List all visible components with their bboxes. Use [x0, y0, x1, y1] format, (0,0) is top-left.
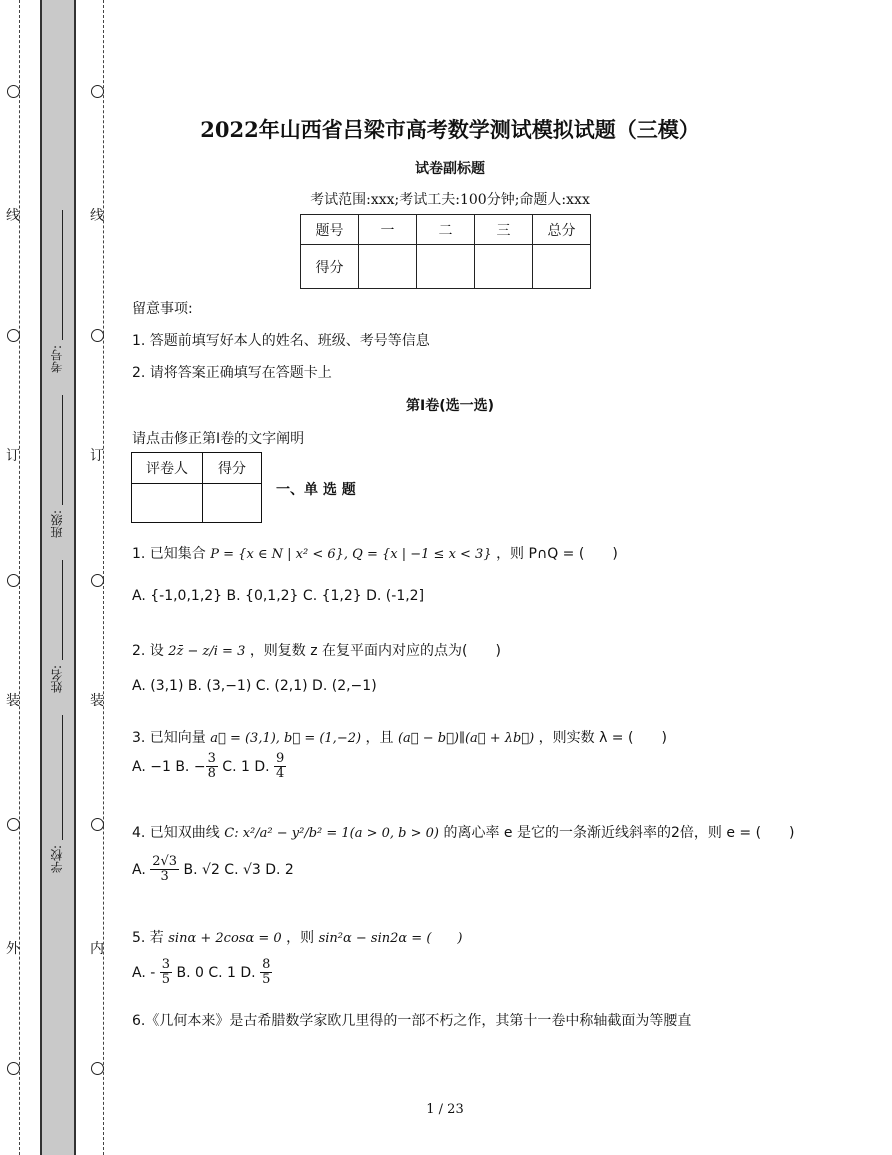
question-4-options — [132, 855, 294, 885]
question-5-prefix: 5. 若 — [132, 930, 164, 946]
score-header-cell: 二 — [417, 215, 475, 245]
grader-header-cell: 得分 — [203, 453, 262, 484]
score-header-cell: 题号 — [301, 215, 359, 245]
question-3-prefix: 3. 已知向量 — [132, 730, 206, 746]
punch-hole — [7, 1062, 20, 1075]
question-5-option-d-fraction: $\frac{8}{5}$ — [262, 957, 271, 988]
exam-info: 考试范围:xxx;考试工夫:100分钟;命题人:xxx — [310, 192, 590, 208]
question-4-prefix: 4. 已知双曲线 — [132, 825, 220, 841]
question-3-expression-2: (a⃗ − b⃗)∥(a⃗ + λb⃗) — [397, 731, 535, 746]
score-blank-cell — [475, 245, 533, 289]
question-3-mid: ，且 — [365, 730, 394, 746]
question-3 — [132, 727, 667, 747]
punch-hole — [7, 329, 20, 342]
question-1-options: A. {-1,0,1,2} B. {0,1,2} C. {1,2} D. (-1,2] — [132, 588, 425, 604]
question-5 — [132, 927, 462, 947]
score-blank-cell — [359, 245, 417, 289]
punch-hole — [91, 818, 104, 831]
grader-blank-cell — [203, 484, 262, 523]
question-3-option-b-fraction: $\frac{3}{8}$ — [207, 751, 216, 782]
margin-char-outer-zhuang: 装 — [6, 693, 20, 709]
question-4-option-a-fraction: $\frac{2√3}{3}$ — [152, 854, 178, 885]
punch-hole — [91, 329, 104, 342]
name-field-label: 姓名: — [50, 665, 64, 694]
question-4-option-rest: B. √2 C. √3 D. 2 — [179, 861, 294, 878]
question-2-prefix: 2. 设 — [132, 643, 164, 659]
question-2-options: A. (3,1) B. (3,−1) C. (2,1) D. (2,−1) — [132, 678, 377, 694]
score-header-cell: 一 — [359, 215, 417, 245]
question-5-expression: sinα + 2cosα = 0 — [168, 931, 282, 946]
class-field-line — [62, 395, 63, 505]
punch-hole — [7, 85, 20, 98]
punch-hole — [91, 1062, 104, 1075]
notes-heading: 留意事项: — [132, 301, 193, 317]
grader-header-cell: 评卷人 — [132, 453, 203, 484]
score-blank-cell — [417, 245, 475, 289]
margin-char-inner-ding: 订 — [90, 448, 104, 464]
question-3-expression: a⃗ = (3,1), b⃗ = (1,−2) — [210, 731, 362, 746]
question-5-options — [132, 958, 272, 988]
question-2 — [132, 640, 501, 660]
page-number: 1 / 23 — [426, 1102, 464, 1117]
school-field-label: 学校: — [50, 845, 64, 874]
name-field-line — [62, 560, 63, 660]
exam-title: 2022年山西省吕梁市高考数学测试模拟试题（三模） — [200, 117, 700, 142]
score-table — [300, 214, 591, 289]
question-1-suffix: ，则 P∩Q = ( ) — [496, 546, 618, 562]
margin-char-inner-xian: 线 — [90, 208, 104, 224]
margin-char-inner-nei: 内 — [90, 941, 104, 957]
grader-table — [131, 452, 262, 523]
note-item: 1. 答题前填写好本人的姓名、班级、考号等信息 — [132, 333, 430, 349]
note-item: 2. 请将答案正确填写在答题卡上 — [132, 365, 332, 381]
question-1-expression: P = {x ∈ N | x² < 6}, Q = {x | −1 ≤ x < 3} — [210, 547, 492, 562]
score-row-label: 得分 — [301, 245, 359, 289]
question-1 — [132, 543, 618, 563]
punch-hole — [7, 574, 20, 587]
school-field-line — [62, 715, 63, 840]
margin-char-outer-xian: 线 — [6, 208, 20, 224]
section-title: 第I卷(选一选) — [405, 398, 494, 414]
exam-subtitle: 试卷副标题 — [415, 161, 485, 177]
section-instruction: 请点击修正第I卷的文字阐明 — [132, 431, 305, 447]
punch-hole — [7, 818, 20, 831]
class-field-label: 班级: — [50, 510, 64, 539]
score-header-cell: 三 — [475, 215, 533, 245]
question-5-option-a-fraction: $\frac{3}{5}$ — [161, 957, 171, 988]
question-2-suffix: ，则复数 z 在复平面内对应的点为( ) — [249, 643, 501, 659]
exam-number-field-label: 考号: — [50, 345, 64, 374]
margin-char-inner-zhuang: 装 — [90, 693, 104, 709]
binding-strip — [40, 0, 76, 1155]
question-5-expression-2: sin²α − sin2α = ( ) — [318, 931, 463, 946]
question-5-mid: ，则 — [286, 930, 315, 946]
part-title: 一、单 选 题 — [276, 482, 356, 498]
grader-blank-cell — [132, 484, 203, 523]
question-2-expression: 2z̄ − z/i = 3 — [168, 644, 246, 659]
punch-hole — [91, 85, 104, 98]
margin-char-outer-wai: 外 — [6, 941, 20, 957]
question-6: 6.《几何本来》是古希腊数学家欧几里得的一部不朽之作，其第十一卷中称轴截面为等腰直 — [132, 1013, 692, 1029]
question-5-option-a-label: A. - — [132, 964, 156, 981]
question-4-expression: C: x²/a² − y²/b² = 1(a > 0, b > 0) — [224, 826, 440, 841]
question-3-option-a: A. −1 B. — [132, 758, 194, 775]
question-3-suffix: ，则实数 λ = ( ) — [538, 730, 667, 746]
question-3-option-cd: C. 1 D. — [217, 758, 275, 775]
punch-hole — [91, 574, 104, 587]
question-4-option-a-label: A. — [132, 861, 146, 878]
question-3-option-d-fraction: $\frac{9}{4}$ — [276, 751, 285, 782]
margin-char-outer-ding: 订 — [6, 448, 20, 464]
question-4 — [132, 822, 795, 842]
exam-number-field-line — [62, 210, 63, 340]
question-5-option-mid: B. 0 C. 1 D. — [172, 964, 261, 981]
question-1-prefix: 1. 已知集合 — [132, 546, 206, 562]
question-4-suffix: 的离心率 e 是它的一条渐近线斜率的2倍，则 e = ( ) — [443, 825, 795, 841]
score-blank-cell — [533, 245, 591, 289]
question-3-options: A. −1 B. − $\frac{3}{8}$ C. 1 D. $\frac{9}{4}$ — [132, 751, 285, 782]
score-header-cell: 总分 — [533, 215, 591, 245]
